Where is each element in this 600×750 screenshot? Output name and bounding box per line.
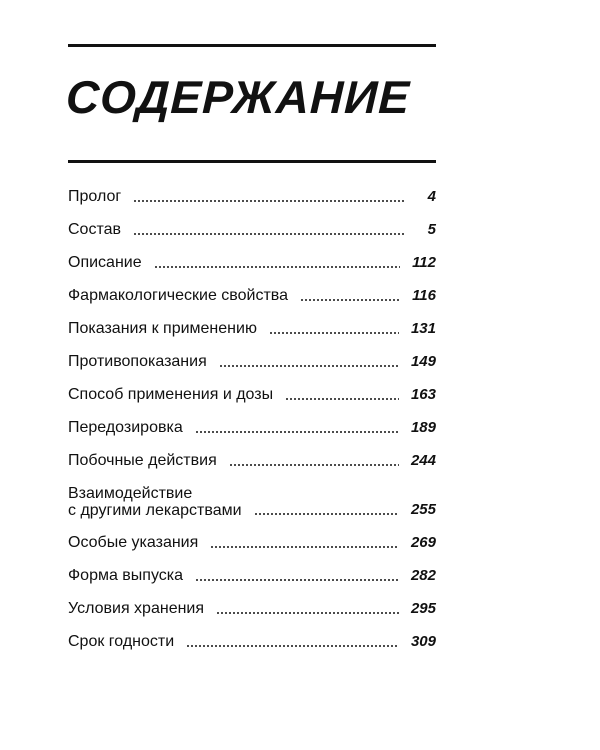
toc-entry-overdose[interactable] — [68, 419, 436, 437]
dot-leader — [195, 578, 399, 582]
page-title: СОДЕРЖАНИЕ — [65, 71, 412, 123]
dot-leader — [154, 265, 400, 269]
dot-leader — [300, 298, 400, 302]
toc-entry-label: Условия хранения — [68, 600, 205, 617]
toc-entry-dosage[interactable] — [68, 386, 436, 404]
toc-page-number: 255 — [410, 501, 436, 518]
toc-entry-indications[interactable] — [68, 320, 436, 338]
title-divider — [68, 160, 436, 163]
toc-entry-label: Побочные действия — [68, 452, 217, 469]
toc-entry-label: Особые указания — [68, 534, 199, 551]
toc-entry-composition[interactable] — [68, 221, 436, 239]
dot-leader — [195, 430, 399, 434]
toc-page-number: 269 — [410, 534, 436, 551]
toc-page-number: 189 — [410, 419, 436, 436]
toc-entry-label: Передозировка — [68, 419, 183, 436]
dot-leader — [269, 331, 399, 335]
toc-page-number: 163 — [410, 386, 436, 403]
dot-leader — [285, 397, 399, 401]
toc-entry-release-form[interactable] — [68, 567, 436, 585]
toc-entry-special-instructions[interactable] — [68, 534, 436, 552]
dot-leader — [219, 364, 399, 368]
top-divider — [68, 44, 436, 47]
toc-entry-label: Описание — [68, 254, 142, 271]
toc-entry-label: Срок годности — [68, 633, 175, 650]
toc-page-number: 131 — [410, 320, 436, 337]
toc-entry-description[interactable] — [68, 254, 436, 272]
toc-entry-label: Фармакологические свойства — [68, 287, 288, 304]
toc-entry-prologue[interactable] — [68, 188, 436, 206]
table-of-contents — [68, 188, 436, 666]
dot-leader — [254, 512, 399, 516]
dot-leader — [186, 644, 399, 648]
dot-leader — [216, 611, 399, 615]
toc-page-number: 116 — [412, 287, 436, 304]
dot-leader — [229, 463, 399, 467]
toc-entry-label — [68, 485, 242, 519]
toc-entry-label: Состав — [68, 221, 121, 238]
dot-leader — [133, 232, 404, 236]
toc-page-number: 149 — [410, 353, 436, 370]
toc-page-number: 112 — [412, 254, 436, 271]
toc-entry-label: Противопоказания — [68, 353, 207, 370]
toc-entry-interactions[interactable] — [68, 485, 436, 519]
dot-leader — [210, 545, 399, 549]
toc-page-number: 244 — [410, 452, 436, 469]
toc-page-number: 4 — [427, 188, 436, 205]
toc-page-number: 282 — [410, 567, 436, 584]
toc-page-number: 309 — [410, 633, 436, 650]
dot-leader — [133, 199, 404, 203]
toc-entry-label-line1: Взаимодействие — [68, 485, 193, 502]
toc-entry-label: Пролог — [68, 188, 122, 205]
toc-entry-label-line2: с другими лекарствами — [68, 502, 242, 519]
toc-entry-label: Показания к применению — [68, 320, 257, 337]
toc-entry-storage-conditions[interactable] — [68, 600, 436, 618]
toc-entry-shelf-life[interactable] — [68, 633, 436, 651]
toc-page-number: 5 — [427, 221, 436, 238]
toc-entry-contraindications[interactable] — [68, 353, 436, 371]
toc-entry-label: Форма выпуска — [68, 567, 184, 584]
toc-entry-label: Способ применения и дозы — [68, 386, 274, 403]
toc-entry-side-effects[interactable] — [68, 452, 436, 470]
toc-entry-pharmacological-properties[interactable] — [68, 287, 436, 305]
toc-page-number: 295 — [410, 600, 436, 617]
